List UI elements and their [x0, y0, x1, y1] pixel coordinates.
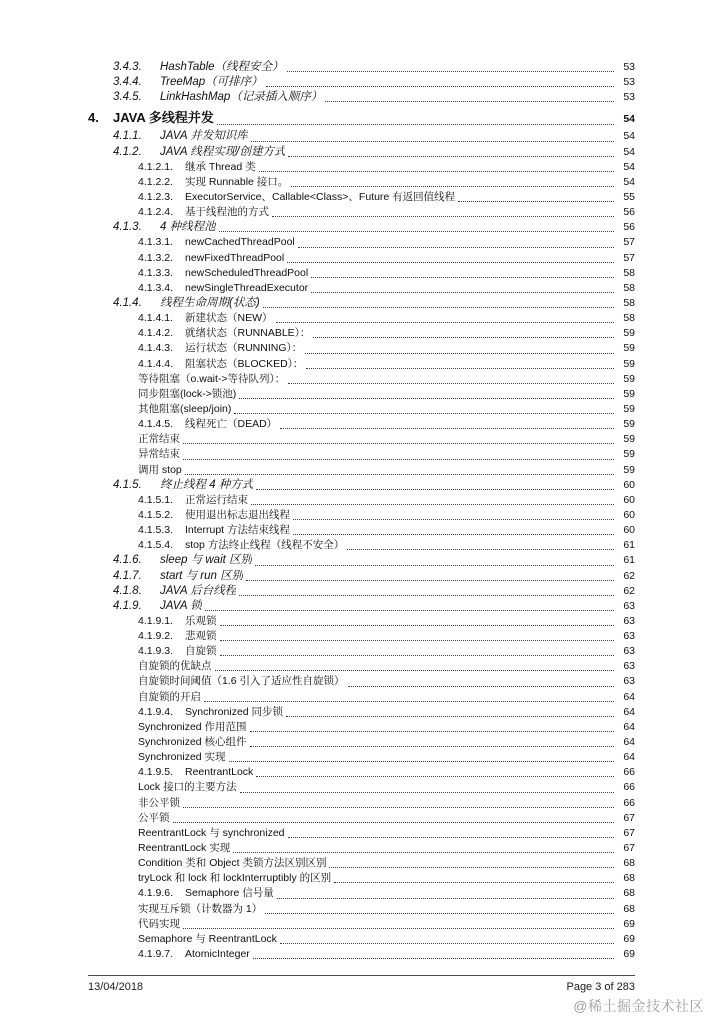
toc-entry[interactable]	[88, 886, 635, 901]
toc-dot-leader	[219, 229, 614, 233]
toc-entry[interactable]	[88, 705, 635, 720]
toc-dot-leader	[266, 84, 614, 88]
toc-entry[interactable]	[88, 357, 635, 372]
toc-entry-number: 4.1.7.	[113, 569, 142, 582]
toc-entry-title: 新建状态（NEW）	[185, 312, 273, 325]
toc-dot-leader	[183, 804, 614, 808]
toc-entry-number: 4.1.2.1.	[138, 160, 174, 173]
toc-entry-title: Synchronized 实现	[138, 751, 226, 764]
toc-entry-title: LinkHashMap（记录插入顺序）	[160, 91, 323, 104]
toc-entry-title: JAVA 线程实现/创建方式	[160, 145, 286, 158]
toc-entry-number: 4.1.8.	[113, 584, 142, 597]
toc-entry-title: TreeMap（可排序）	[160, 76, 263, 89]
toc-entry-number: 4.1.3.4.	[138, 281, 174, 294]
toc-page-number: 54	[623, 175, 635, 188]
toc-entry[interactable]	[88, 811, 635, 826]
toc-page-number: 62	[623, 569, 635, 582]
toc-dot-leader	[325, 99, 614, 103]
toc-dot-leader	[288, 380, 614, 384]
toc-dot-leader	[183, 441, 614, 445]
toc-dot-leader	[256, 774, 614, 778]
toc-entry[interactable]	[88, 129, 635, 144]
toc-entry-number: 4.1.3.	[113, 221, 142, 234]
toc-entry[interactable]	[88, 947, 635, 962]
toc-entry[interactable]	[88, 235, 635, 250]
toc-page-number: 59	[623, 387, 635, 400]
toc-page-number: 54	[623, 145, 635, 158]
toc-entry-title: 代码实现	[138, 917, 180, 930]
toc-entry-title: ReentrantLock 实现	[138, 842, 231, 855]
toc-page-number: 69	[623, 917, 635, 930]
toc-entry[interactable]	[88, 417, 635, 432]
toc-entry-number: 4.1.5.1.	[138, 493, 174, 506]
toc-entry-title: 乐观锁	[185, 614, 217, 627]
toc-page-number: 63	[623, 599, 635, 612]
toc-page-number: 59	[623, 448, 635, 461]
toc-entry[interactable]	[88, 902, 635, 917]
toc-page-number: 53	[623, 91, 635, 104]
toc-entry[interactable]	[88, 917, 635, 932]
toc-page-number: 69	[623, 948, 635, 961]
toc-entry-title: Interrupt 方法结束线程	[185, 524, 291, 537]
toc-entry-title: JAVA 并发知识库	[160, 130, 248, 143]
toc-dot-leader	[348, 683, 614, 687]
toc-dot-leader	[293, 517, 614, 521]
toc-dot-leader	[259, 168, 614, 172]
toc-entry-number: 4.1.4.4.	[138, 357, 174, 370]
toc-dot-leader	[240, 789, 614, 793]
toc-page-number: 64	[623, 705, 635, 718]
toc-entry-number: 4.1.4.1.	[138, 312, 174, 325]
toc-dot-leader	[220, 638, 615, 642]
toc-entry-title: start 与 run 区别	[160, 569, 244, 582]
toc-entry-title: 终止线程 4 种方式	[160, 478, 254, 491]
toc-page-number: 58	[623, 312, 635, 325]
footer-date: 13/04/2018	[88, 981, 144, 993]
toc-page-number: 60	[623, 508, 635, 521]
toc-dot-leader	[239, 395, 614, 399]
toc-entry[interactable]	[88, 690, 635, 705]
toc-page-number: 66	[623, 781, 635, 794]
toc-entry-title: tryLock 和 lock 和 lockInterruptibly 的区别	[138, 872, 332, 885]
toc-entry-title: ReentrantLock 与 synchronized	[138, 826, 285, 839]
toc-entry-title: newCachedThreadPool	[185, 236, 295, 249]
toc-entry-title: Lock 接口的主要方法	[138, 781, 237, 794]
toc-dot-leader	[288, 153, 614, 157]
toc-entry[interactable]	[88, 614, 635, 629]
toc-entry[interactable]	[88, 674, 635, 689]
toc-entry-number: 4.1.6.	[113, 554, 142, 567]
toc-entry-number: 4.	[88, 110, 99, 126]
toc-entry[interactable]	[88, 796, 635, 811]
toc-entry-title: 4 种线程池	[160, 221, 216, 234]
toc-entry[interactable]	[88, 599, 635, 614]
toc-entry[interactable]	[88, 765, 635, 780]
toc-entry[interactable]	[88, 569, 635, 584]
toc-page-number: 68	[623, 872, 635, 885]
toc-entry-number: 4.1.4.2.	[138, 327, 174, 340]
toc-page-number: 67	[623, 826, 635, 839]
toc-page-number: 57	[623, 251, 635, 264]
toc-page-number: 59	[623, 342, 635, 355]
toc-dot-leader	[233, 850, 614, 854]
toc-entry[interactable]	[88, 160, 635, 175]
toc-entry-title: newScheduledThreadPool	[185, 266, 309, 279]
toc-dot-leader	[276, 320, 615, 324]
toc-entry-number: 4.1.4.3.	[138, 342, 174, 355]
toc-entry[interactable]	[88, 720, 635, 735]
toc-entry[interactable]	[88, 826, 635, 841]
toc-entry[interactable]	[88, 463, 635, 478]
toc-page-number: 59	[623, 327, 635, 340]
toc-entry-title: Synchronized 作用范围	[138, 720, 247, 733]
toc-dot-leader	[263, 305, 614, 309]
toc-page-number: 55	[623, 190, 635, 203]
toc-entry[interactable]	[88, 296, 635, 311]
toc-entry-title: ExecutorService、Callable<Class>、Future 有返回值线程	[185, 190, 456, 203]
toc-page-number: 54	[623, 160, 635, 173]
footer-page-label: Page 3 of 283	[566, 981, 635, 993]
toc-entry-number: 3.4.4.	[113, 76, 142, 89]
toc-entry[interactable]	[88, 644, 635, 659]
toc-page-number: 60	[623, 524, 635, 537]
toc-page-number: 67	[623, 811, 635, 824]
toc-entry-title: 非公平锁	[138, 796, 180, 809]
toc-dot-leader	[311, 289, 614, 293]
toc-entry-title: Condition 类和 Object 类锁方法区别区别	[138, 857, 327, 870]
toc-dot-leader	[334, 880, 614, 884]
toc-entry[interactable]	[88, 629, 635, 644]
toc-entry-number: 4.1.5.3.	[138, 524, 174, 537]
toc-page-number: 61	[623, 554, 635, 567]
toc-page-number: 62	[623, 584, 635, 597]
toc-dot-leader	[253, 956, 614, 960]
toc-entry-title: 悲观锁	[185, 630, 217, 643]
toc-entry-title: 基于线程池的方式	[185, 206, 269, 219]
toc-dot-leader	[287, 69, 614, 73]
toc-entry-title: 自旋锁的优缺点	[138, 660, 212, 673]
toc-page-number: 66	[623, 796, 635, 809]
toc-entry-number: 4.1.2.2.	[138, 175, 174, 188]
toc-dot-leader	[217, 122, 614, 126]
toc-page-number: 59	[623, 402, 635, 415]
toc-entry-title: 就绪状态（RUNNABLE）：	[185, 327, 311, 340]
toc-entry[interactable]	[88, 75, 635, 90]
toc-page-number: 56	[623, 221, 635, 234]
toc-entry-title: 等待阻塞（o.wait->等待队列）：	[138, 372, 286, 385]
toc-page-number: 59	[623, 372, 635, 385]
toc-entry[interactable]	[88, 493, 635, 508]
toc-entry[interactable]	[88, 432, 635, 447]
toc-entry-title: JAVA 锁	[160, 599, 202, 612]
toc-dot-leader	[255, 562, 614, 566]
toc-entry-title: 阻塞状态（BLOCKED）：	[185, 357, 304, 370]
toc-entry[interactable]	[88, 402, 635, 417]
toc-entry-number: 4.1.3.2.	[138, 251, 174, 264]
toc-entry[interactable]	[88, 145, 635, 160]
toc-entry-number: 4.1.2.3.	[138, 190, 174, 203]
toc-entry-title: sleep 与 wait 区别	[160, 554, 253, 567]
toc-entry-title: Semaphore 信号量	[185, 887, 274, 900]
toc-entry[interactable]	[88, 220, 635, 235]
toc-entry-title: 正常结束	[138, 433, 180, 446]
toc-page-number: 54	[623, 130, 635, 143]
toc-dot-leader	[229, 759, 614, 763]
toc-entry[interactable]	[88, 932, 635, 947]
toc-entry[interactable]	[88, 175, 635, 190]
toc-entry-title: 自旋锁的开启	[138, 690, 201, 703]
toc-dot-leader	[251, 501, 614, 505]
toc-entry[interactable]	[88, 90, 635, 105]
toc-entry[interactable]	[88, 659, 635, 674]
toc-page-number: 63	[623, 614, 635, 627]
toc-page-number: 59	[623, 357, 635, 370]
toc-entry[interactable]	[88, 326, 635, 341]
toc-entry-title: 自旋锁	[185, 645, 217, 658]
toc-entry[interactable]	[88, 750, 635, 765]
toc-dot-leader	[298, 244, 614, 248]
toc-entry-number: 4.1.9.3.	[138, 645, 174, 658]
toc-entry[interactable]	[88, 190, 635, 205]
toc-entry[interactable]	[88, 538, 635, 553]
toc-entry-title: Synchronized 核心组件	[138, 736, 247, 749]
toc-entry-title: JAVA 后台线程	[160, 584, 237, 597]
toc-dot-leader	[220, 623, 615, 627]
toc-dot-leader	[220, 653, 615, 657]
toc-dot-leader	[173, 819, 615, 823]
toc-entry-number: 4.1.4.5.	[138, 418, 174, 431]
toc-page-number: 54	[623, 113, 635, 126]
watermark: @稀土掘金技术社区	[573, 998, 704, 1014]
toc-entry-title: Semaphore 与 ReentrantLock	[138, 932, 277, 945]
toc-entry[interactable]	[88, 108, 635, 128]
toc-entry-title: 其他阻塞(sleep/join)	[138, 402, 232, 415]
toc-dot-leader	[306, 365, 614, 369]
toc-entry-title: 使用退出标志退出线程	[185, 508, 290, 521]
toc-dot-leader	[311, 274, 614, 278]
toc-page-number: 68	[623, 902, 635, 915]
toc-dot-leader	[291, 183, 614, 187]
toc-dot-leader	[234, 411, 614, 415]
toc-page-number: 56	[623, 206, 635, 219]
toc-dot-leader	[246, 577, 614, 581]
toc-entry-number: 4.1.9.2.	[138, 630, 174, 643]
toc-entry-number: 4.1.9.7.	[138, 948, 174, 961]
toc-dot-leader	[183, 456, 614, 460]
toc-entry[interactable]	[88, 387, 635, 402]
toc-page-number: 53	[623, 76, 635, 89]
toc-entry-number: 4.1.3.1.	[138, 236, 174, 249]
toc-dot-leader	[251, 138, 614, 142]
toc-page-number: 67	[623, 842, 635, 855]
toc-entry-number: 4.1.9.4.	[138, 705, 174, 718]
toc-entry-title: 公平锁	[138, 811, 170, 824]
toc-entry-number: 4.1.1.	[113, 130, 142, 143]
toc-page-number: 58	[623, 296, 635, 309]
toc-entry-title: 调用 stop	[138, 463, 182, 476]
toc-dot-leader	[183, 925, 614, 929]
toc-entry[interactable]	[88, 311, 635, 326]
toc-entry-number: 4.1.9.5.	[138, 766, 174, 779]
toc-page-number: 59	[623, 463, 635, 476]
toc-entry[interactable]	[88, 205, 635, 220]
toc-page-number: 63	[623, 645, 635, 658]
toc-entry[interactable]	[88, 553, 635, 568]
toc-page-number: 61	[623, 539, 635, 552]
toc-page-number: 58	[623, 266, 635, 279]
toc-entry[interactable]	[88, 266, 635, 281]
toc-dot-leader	[280, 941, 614, 945]
page-footer	[88, 975, 635, 993]
toc-entry-number: 4.1.5.2.	[138, 508, 174, 521]
toc-entry-title: 运行状态（RUNNING）：	[185, 342, 303, 355]
toc-entry[interactable]	[88, 584, 635, 599]
toc-entry[interactable]	[88, 871, 635, 886]
toc-dot-leader	[293, 532, 614, 536]
toc-entry[interactable]	[88, 508, 635, 523]
toc-entry-title: 自旋锁时间阈值（1.6 引入了适应性自旋锁）	[138, 675, 345, 688]
toc-page-number: 69	[623, 932, 635, 945]
toc-dot-leader	[205, 607, 614, 611]
toc-page-number: 68	[623, 887, 635, 900]
toc-entry-title: AtomicInteger	[185, 948, 250, 961]
toc-dot-leader	[305, 350, 614, 354]
toc-entry[interactable]	[88, 841, 635, 856]
toc-entry-title: 同步阻塞(lock->锁池)	[138, 387, 237, 400]
toc-entry-number: 4.1.9.6.	[138, 887, 174, 900]
toc-entry-title: Synchronized 同步锁	[185, 705, 284, 718]
toc-page-number: 60	[623, 478, 635, 491]
toc-entry-title: ReentrantLock	[185, 766, 254, 779]
toc-list	[88, 60, 635, 962]
toc-entry-title: 实现互斥锁（计数器为 1）	[138, 902, 263, 915]
toc-page-number: 53	[623, 61, 635, 73]
toc-entry[interactable]	[88, 523, 635, 538]
toc-entry[interactable]	[88, 60, 635, 75]
toc-dot-leader	[204, 698, 614, 702]
toc-entry-title: newFixedThreadPool	[185, 251, 285, 264]
toc-page-number: 64	[623, 690, 635, 703]
toc-entry-number: 4.1.5.4.	[138, 539, 174, 552]
toc-dot-leader	[265, 910, 614, 914]
toc-entry-title: 线程生命周期(状态)	[160, 296, 260, 309]
toc-entry[interactable]	[88, 372, 635, 387]
toc-entry-number: 4.1.5.	[113, 478, 142, 491]
toc-entry[interactable]	[88, 735, 635, 750]
toc-entry-number: 4.1.2.	[113, 145, 142, 158]
toc-page-number: 63	[623, 675, 635, 688]
toc-page-number: 59	[623, 418, 635, 431]
toc-page-number: 64	[623, 751, 635, 764]
toc-dot-leader	[277, 895, 614, 899]
toc-entry-title: HashTable（线程安全）	[160, 61, 284, 73]
toc-dot-leader	[287, 259, 614, 263]
toc-entry[interactable]	[88, 447, 635, 462]
toc-dot-leader	[256, 486, 614, 490]
toc-dot-leader	[347, 547, 614, 551]
toc-dot-leader	[272, 214, 614, 218]
toc-entry-title: 异常结束	[138, 448, 180, 461]
toc-entry-title: newSingleThreadExecutor	[185, 281, 309, 294]
toc-entry-title: JAVA 多线程并发	[113, 110, 214, 126]
toc-entry[interactable]	[88, 780, 635, 795]
toc-entry-number: 4.1.9.	[113, 599, 142, 612]
toc-dot-leader	[215, 668, 615, 672]
toc-page-number: 57	[623, 236, 635, 249]
toc-page-number: 63	[623, 660, 635, 673]
toc-dot-leader	[313, 335, 614, 339]
toc-entry-number: 3.4.5.	[113, 91, 142, 104]
toc-entry-title: 正常运行结束	[185, 493, 248, 506]
toc-entry-number: 4.1.4.	[113, 296, 142, 309]
toc-page-number: 66	[623, 766, 635, 779]
toc-dot-leader	[239, 592, 614, 596]
toc-page-number: 59	[623, 433, 635, 446]
toc-dot-leader	[458, 199, 614, 203]
toc-dot-leader	[329, 865, 614, 869]
toc-dot-leader	[250, 744, 614, 748]
toc-dot-leader	[280, 426, 614, 430]
toc-entry-title: stop 方法终止线程（线程不安全）	[185, 539, 345, 552]
toc-entry-number: 3.4.3.	[113, 61, 142, 73]
toc-entry[interactable]	[88, 478, 635, 493]
toc-page-number: 60	[623, 493, 635, 506]
toc-dot-leader	[286, 713, 614, 717]
toc-entry-title: 继承 Thread 类	[185, 160, 256, 173]
toc-entry[interactable]	[88, 251, 635, 266]
toc-dot-leader	[288, 835, 615, 839]
toc-entry[interactable]	[88, 281, 635, 296]
toc-entry-number: 4.1.3.3.	[138, 266, 174, 279]
toc-entry-title: 实现 Runnable 接口。	[185, 175, 289, 188]
toc-dot-leader	[250, 729, 614, 733]
toc-entry-number: 4.1.2.4.	[138, 206, 174, 219]
toc-page-number: 68	[623, 857, 635, 870]
toc-page-number: 58	[623, 281, 635, 294]
toc-entry[interactable]	[88, 856, 635, 871]
toc-entry[interactable]	[88, 341, 635, 356]
toc-page-number: 64	[623, 736, 635, 749]
toc-page-number: 63	[623, 630, 635, 643]
toc-page-number: 64	[623, 720, 635, 733]
toc-entry-title: 线程死亡（DEAD）	[185, 418, 278, 431]
toc-entry-number: 4.1.9.1.	[138, 614, 174, 627]
toc-dot-leader	[185, 471, 614, 475]
